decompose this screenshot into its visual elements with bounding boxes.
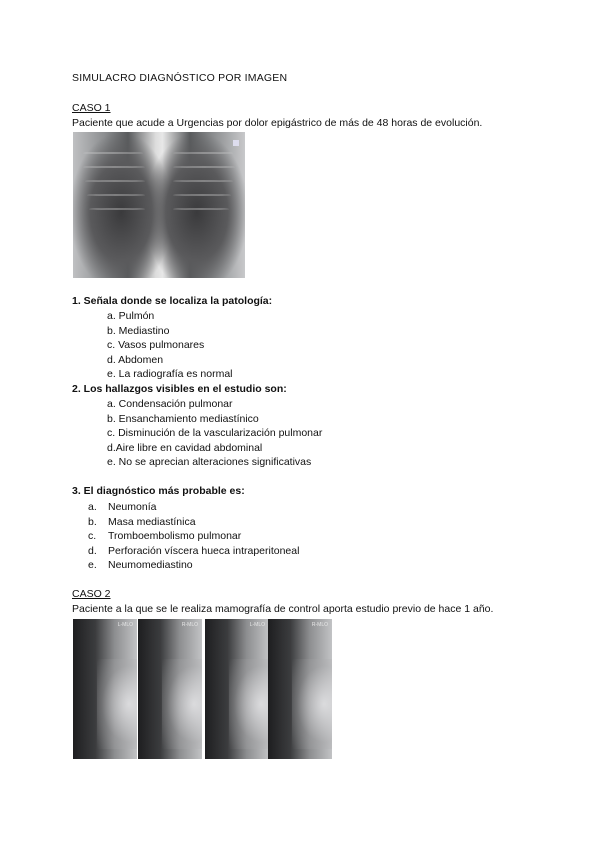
- chest-xray-image: [73, 132, 245, 278]
- option: a. Neumonía: [88, 501, 157, 513]
- document-title: SIMULACRO DIAGNÓSTICO POR IMAGEN: [72, 72, 288, 84]
- option: a. Pulmón: [107, 310, 155, 322]
- case2-heading: CASO 2: [72, 588, 111, 600]
- option: b. Mediastino: [107, 324, 170, 337]
- question-2: 2. Los hallazgos visibles en el estudio son:: [72, 383, 287, 395]
- question-3: 3. El diagnóstico más probable es:: [72, 485, 245, 497]
- question-3-options: [88, 500, 299, 573]
- case1-description: Paciente que acude a Urgencias por dolor epigástrico de más de 48 horas de evolución.: [72, 117, 483, 129]
- mammogram-image: L-MLO: [73, 619, 137, 759]
- question-2-options: [107, 397, 322, 470]
- option: d.Aire libre en cavidad abdominal: [107, 441, 263, 454]
- option: d. Perforación víscera hueca intraperitoneal: [88, 544, 300, 557]
- option: d. Abdomen: [107, 353, 164, 366]
- option: b. Ensanchamiento mediastínico: [107, 412, 259, 425]
- option: e. No se aprecian alteraciones significativas: [107, 456, 312, 469]
- question-1: 1. Señala donde se localiza la patología:: [72, 295, 273, 307]
- option: b. Masa mediastínica: [88, 515, 196, 528]
- case2-description: Paciente a la que se le realiza mamografía de control aporta estudio previo de hace 1 año.: [72, 603, 494, 615]
- question-1-options: [107, 309, 233, 382]
- option: e. La radiografía es normal: [107, 368, 233, 381]
- option: c. Tromboembolismo pulmonar: [88, 530, 242, 543]
- mammogram-image: R-MLO: [138, 619, 202, 759]
- mammogram-image: L-MLO: [205, 619, 269, 759]
- option: c. Vasos pulmonares: [107, 339, 205, 352]
- option: a. Condensación pulmonar: [107, 398, 233, 410]
- case1-heading: CASO 1: [72, 102, 111, 114]
- mammogram-image: R-MLO: [268, 619, 332, 759]
- option: e. Neumomediastino: [88, 559, 193, 572]
- option: c. Disminución de la vascularización pulmonar: [107, 427, 323, 440]
